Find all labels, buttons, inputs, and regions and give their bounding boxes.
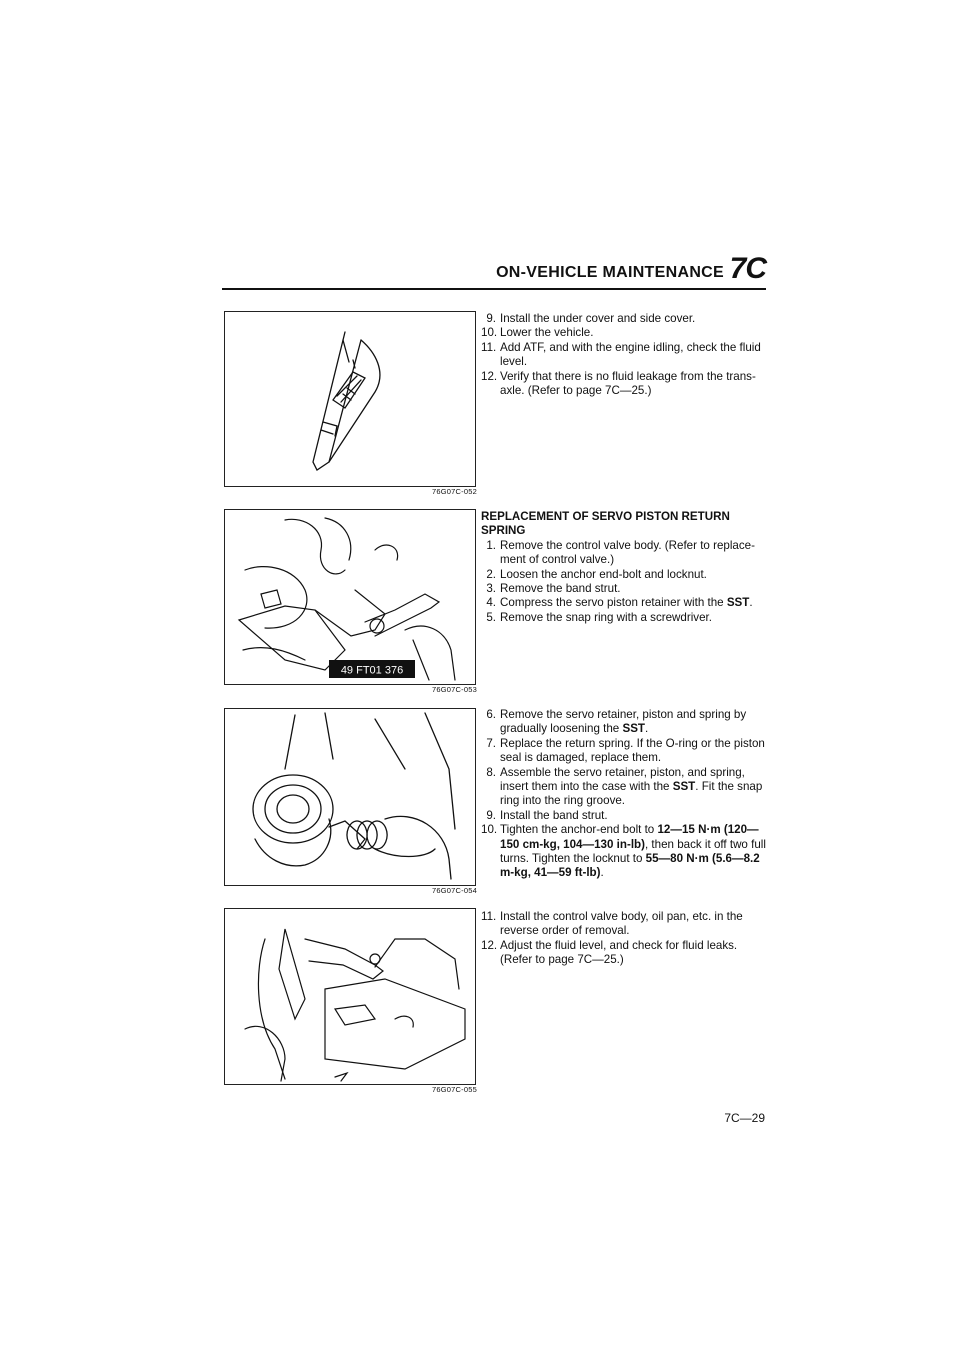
step-item: 8. Assemble the servo retainer, piston, and spring, insert them into the case with the SST. Fit the snap ring into the ring groove. xyxy=(486,765,763,808)
step-item: 10. Lower the vehicle. xyxy=(481,326,594,340)
figure-return-spring xyxy=(224,708,476,886)
step-item: 3. Remove the band strut. xyxy=(486,582,621,596)
text-block-reassembly xyxy=(481,910,767,968)
step-item: 11. Add ATF, and with the engine idling, check the fluid level. xyxy=(481,340,761,369)
step-item: 9. Install the under cover and side cover. xyxy=(486,312,696,325)
step-item: 10. Tighten the anchor-end bolt to 12—15 N·m (120—150 cm-kg, 104—130 in-lb), then back it off two full turns. Tighten the locknut to 55—80 N·m (5.6—8.2 m-kg, 41—59 ft-lb). xyxy=(481,823,766,880)
figure-caption: 76G07C-053 xyxy=(432,685,477,694)
step-item: 12. Verify that there is no fluid leakage from the trans-axle. (Refer to page 7C—25.) xyxy=(481,369,756,398)
figure-caption: 76G07C-054 xyxy=(432,886,477,895)
install-illustration xyxy=(225,909,475,1084)
figure-caption: 76G07C-055 xyxy=(432,1085,477,1094)
spring-illustration xyxy=(225,709,475,885)
header-title: ON-VEHICLE MAINTENANCE xyxy=(496,264,724,281)
chapter-code: 7C xyxy=(729,252,766,285)
step-item: 11. Install the control valve body, oil pan, etc. in the reverse order of removal. xyxy=(481,910,743,938)
figure-install-valve-body xyxy=(224,908,476,1085)
step-item: 7. Replace the return spring. If the O-ring or the piston seal is damaged, replace them. xyxy=(486,736,765,765)
step-item: 12. Adjust the fluid level, and check for fluid leaks. (Refer to page 7C—25.) xyxy=(481,938,738,967)
page-header xyxy=(222,252,766,290)
step-item: 4. Compress the servo piston retainer with the SST. xyxy=(486,596,753,610)
sst-callout: 49 FT01 376 xyxy=(340,664,404,677)
text-block-servo-assembly xyxy=(481,708,767,881)
step-item: 2. Loosen the anchor end-bolt and locknut. xyxy=(486,567,707,581)
step-item: 5. Remove the snap ring with a screwdriver. xyxy=(486,610,712,624)
page-number: 7C—29 xyxy=(724,1111,765,1125)
section-heading: REPLACEMENT OF SERVO PISTON RETURN SPRING xyxy=(481,510,730,538)
figure-caption: 76G07C-052 xyxy=(432,487,477,496)
figure-dipstick xyxy=(224,311,476,487)
dipstick-illustration xyxy=(225,312,475,486)
step-item: 9. Install the band strut. xyxy=(486,808,608,822)
step-item: 1. Remove the control valve body. (Refer to replace-ment of control valve.) xyxy=(486,538,755,567)
text-block-servo-replacement xyxy=(481,510,767,625)
figure-sst-servo xyxy=(224,509,476,685)
servo-sst-illustration xyxy=(225,510,475,684)
step-item: 6. Remove the servo retainer, piston and spring by gradually loosening the SST. xyxy=(486,708,747,736)
text-block-fluid-check xyxy=(481,312,767,398)
